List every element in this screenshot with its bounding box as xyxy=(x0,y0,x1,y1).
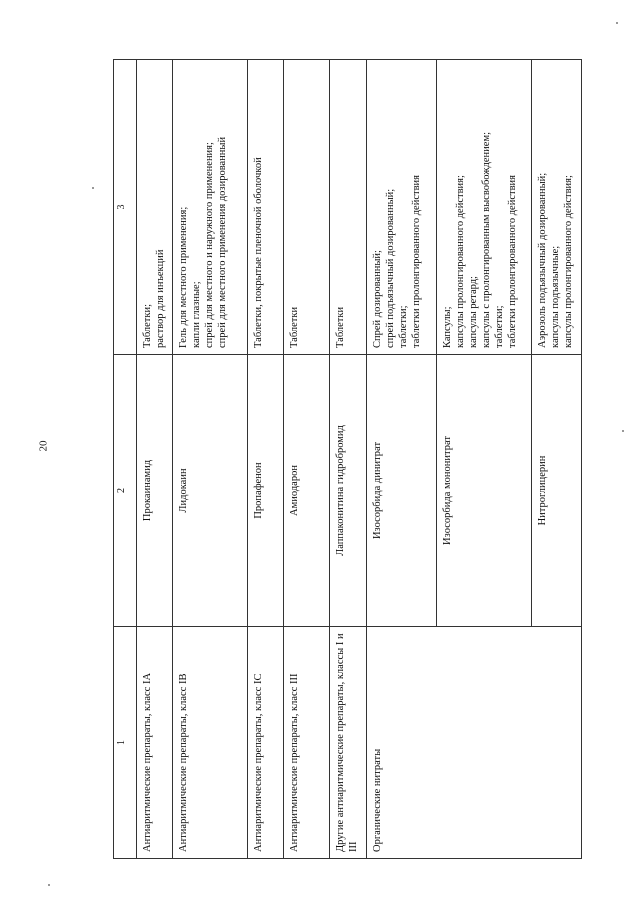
pharmacological-group-cell: Антиаритмические препараты, класс IA xyxy=(137,627,173,859)
dosage-form-line: капсулы пролонгированного действия; xyxy=(455,175,466,348)
dosage-forms-cell xyxy=(248,60,284,355)
dosage-forms-cell xyxy=(284,60,330,355)
table-row xyxy=(173,60,248,859)
dosage-form-line: Аэрозоль подъязычный дозированный; xyxy=(537,172,548,348)
scan-artifact xyxy=(48,884,50,886)
scan-artifact xyxy=(616,22,618,24)
table-row xyxy=(330,60,367,859)
dosage-form-line: капли глазные; xyxy=(191,281,202,348)
dosage-forms-cell xyxy=(137,60,173,355)
dosage-forms-cell xyxy=(367,60,437,355)
drug-name-cell: Амиодарон xyxy=(284,355,330,627)
header-col-3: 3 xyxy=(114,60,137,355)
pharmacological-group-cell: Органические нитраты xyxy=(367,627,582,859)
table-row xyxy=(284,60,330,859)
header-col-1: 1 xyxy=(114,627,137,859)
dosage-form-line: Таблетки xyxy=(289,306,300,348)
dosage-form-line: Таблетки xyxy=(335,306,346,348)
dosage-form-line: Спрей дозированный; xyxy=(372,250,383,348)
dosage-form-line: капсулы с пролонгированным высвобождением; xyxy=(481,131,492,348)
scan-artifact xyxy=(92,187,94,189)
dosage-forms-cell xyxy=(532,60,582,355)
table-row xyxy=(248,60,284,859)
dosage-form-line: спрей для местного и наружного применения; xyxy=(204,142,215,348)
dosage-forms-cell xyxy=(173,60,248,355)
table-row xyxy=(137,60,173,859)
table-header-row xyxy=(114,60,137,859)
dosage-form-line: таблетки; xyxy=(398,305,409,348)
dosage-forms-cell xyxy=(437,60,532,355)
dosage-form-line: спрей для местного применения дозированный xyxy=(217,136,228,348)
drug-name-cell: Изосорбида мононитрат xyxy=(437,355,532,627)
table-row xyxy=(367,60,437,859)
pharmacological-group-cell: Антиаритмические препараты, класс III xyxy=(284,627,330,859)
dosage-form-line: Таблетки; xyxy=(142,303,153,348)
dosage-form-line: Капсулы; xyxy=(442,306,453,348)
medication-table xyxy=(113,59,582,859)
dosage-form-line: таблетки; xyxy=(494,305,505,348)
dosage-form-line: таблетки пролонгированного действия xyxy=(411,175,422,348)
dosage-form-line: таблетки пролонгированного действия xyxy=(507,175,518,348)
drug-name-cell: Пропафенон xyxy=(248,355,284,627)
pharmacological-group-cell: Антиаритмические препараты, класс IC xyxy=(248,627,284,859)
pharmacological-group-cell: Другие антиаритмические препараты, классы I и III xyxy=(330,627,367,859)
scan-artifact xyxy=(622,430,624,432)
dosage-form-line: капсулы подъязычные; xyxy=(550,245,561,348)
dosage-form-line: спрей подъязычный дозированный; xyxy=(385,188,396,348)
table-container xyxy=(113,60,573,859)
dosage-forms-cell xyxy=(330,60,367,355)
drug-name-cell: Лаппаконитина гидробромид xyxy=(330,355,367,627)
drug-name-cell: Нитроглицерин xyxy=(532,355,582,627)
header-col-2: 2 xyxy=(114,355,137,627)
dosage-form-line: Гель для местного применения; xyxy=(178,206,189,348)
dosage-form-line: капсулы пролонгированного действия; xyxy=(563,175,574,348)
drug-name-cell: Лидокаин xyxy=(173,355,248,627)
dosage-form-line: капсулы ретард; xyxy=(468,276,479,348)
dosage-form-line: раствор для инъекций xyxy=(155,249,166,348)
page-number: 20 xyxy=(37,440,50,452)
pharmacological-group-cell: Антиаритмические препараты, класс IB xyxy=(173,627,248,859)
drug-name-cell: Прокаинамид xyxy=(137,355,173,627)
drug-name-cell: Изосорбида динитрат xyxy=(367,355,437,627)
dosage-form-line: Таблетки, покрытые пленочной оболочкой xyxy=(253,157,264,348)
